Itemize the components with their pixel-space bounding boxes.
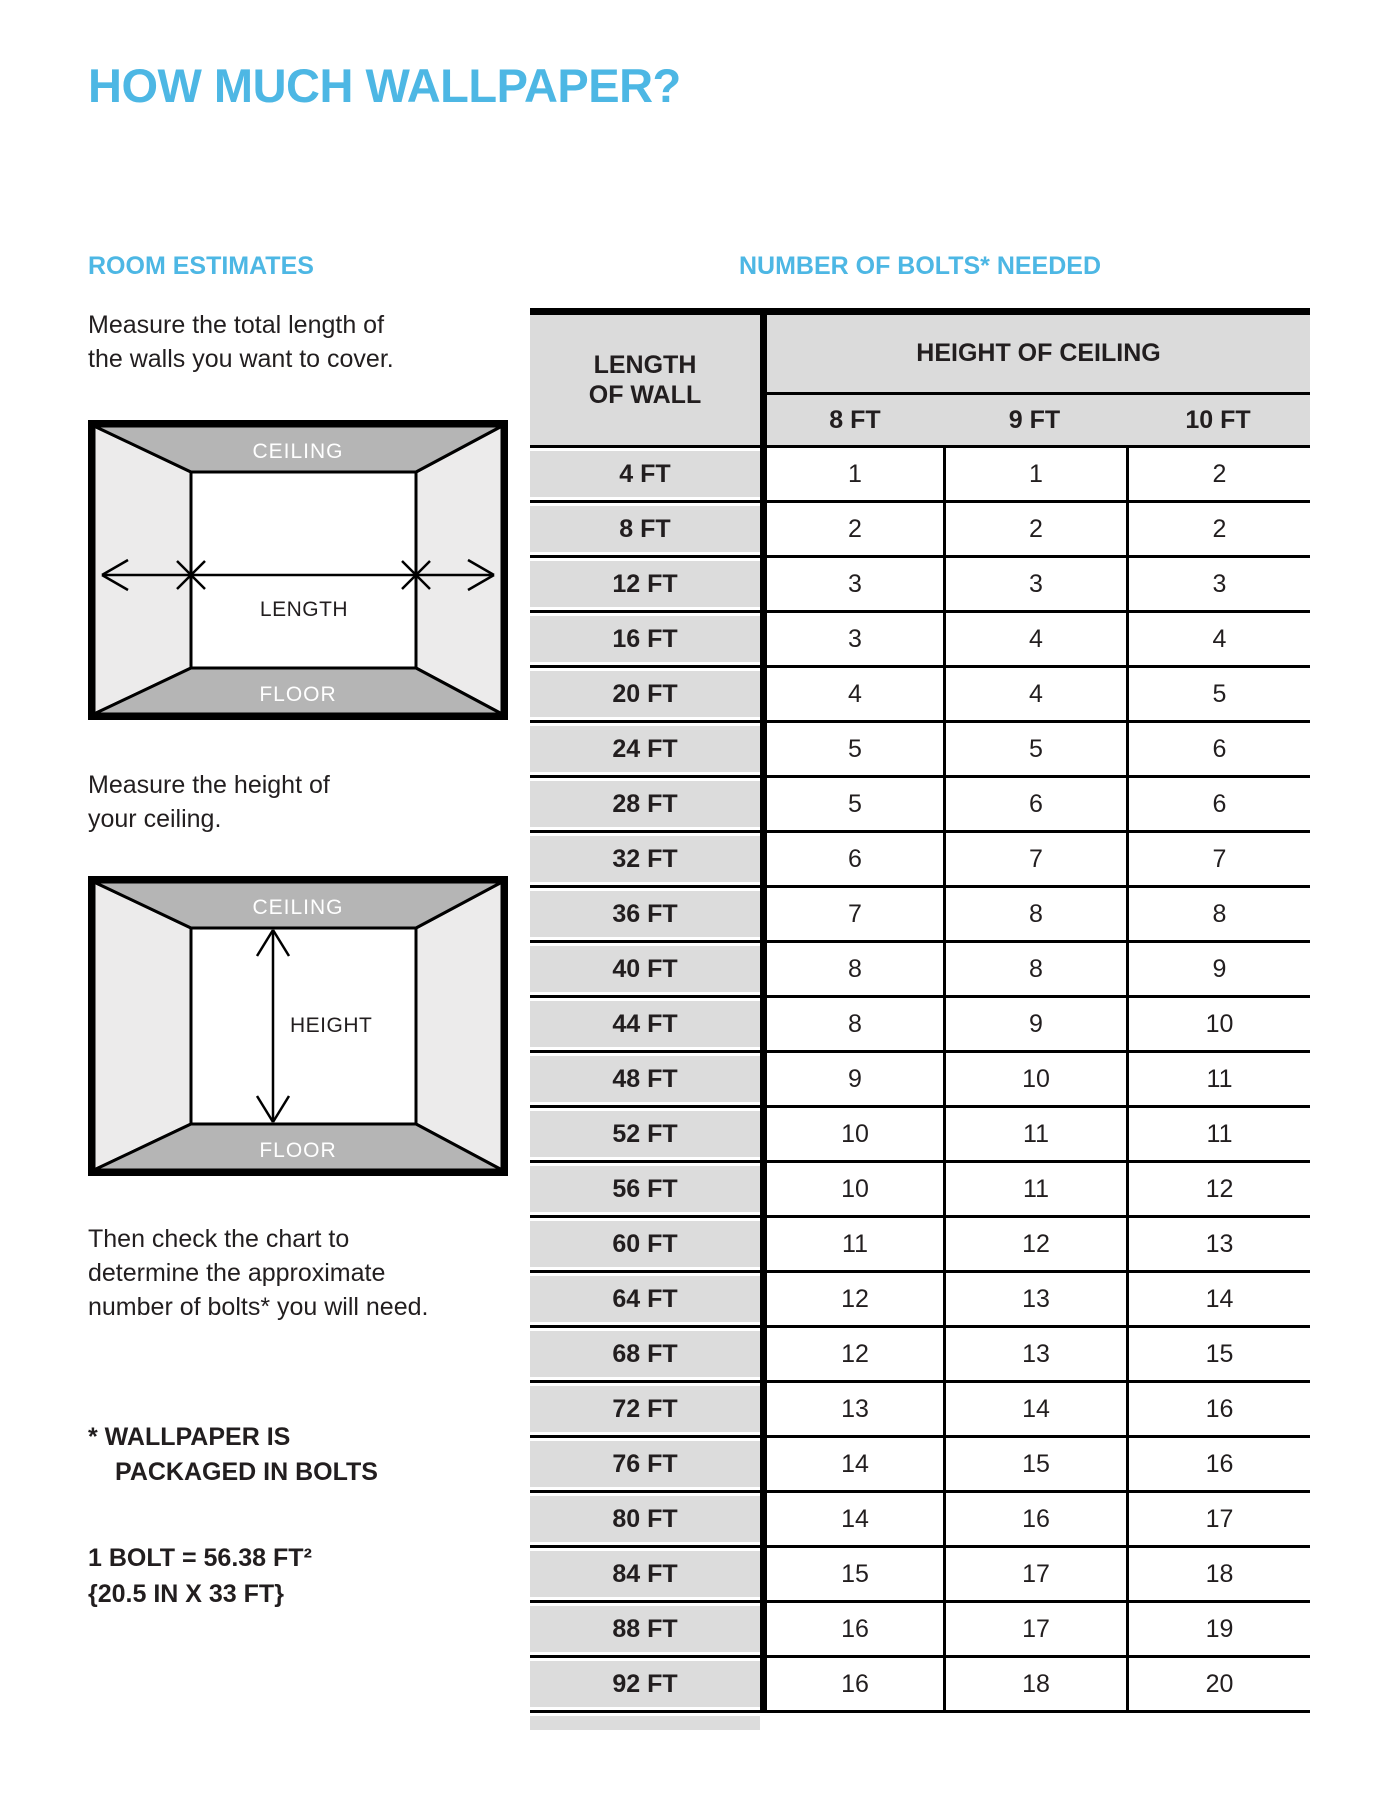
step2-line2: your ceiling. bbox=[88, 805, 222, 833]
bolt-count-cell: 2 bbox=[760, 503, 943, 558]
row-label: 68 FT bbox=[530, 1328, 760, 1383]
bolt-count-cell: 8 bbox=[943, 888, 1126, 943]
row-label: 4 FT bbox=[530, 448, 760, 503]
bolt-count-cell: 2 bbox=[1126, 503, 1310, 558]
bolt-count-cell: 10 bbox=[760, 1163, 943, 1218]
left-wall bbox=[94, 882, 191, 1170]
row-label: 84 FT bbox=[530, 1548, 760, 1603]
bolt-count-cell: 7 bbox=[1126, 833, 1310, 888]
bolt-count-cell: 12 bbox=[943, 1218, 1126, 1273]
row-label: 52 FT bbox=[530, 1108, 760, 1163]
bolt-count-cell: 9 bbox=[1126, 943, 1310, 998]
bolt-count-cell: 15 bbox=[760, 1548, 943, 1603]
step3-line3: number of bolts* you will need. bbox=[88, 1293, 429, 1321]
bolt-count-cell: 8 bbox=[1126, 888, 1310, 943]
bolt-count-cell: 4 bbox=[760, 668, 943, 723]
step2-text bbox=[88, 768, 330, 836]
row-label: 56 FT bbox=[530, 1163, 760, 1218]
bolt-count-cell: 5 bbox=[943, 723, 1126, 778]
right-wall bbox=[416, 882, 502, 1170]
bolt-count-cell: 10 bbox=[760, 1108, 943, 1163]
bolt-count-cell: 10 bbox=[943, 1053, 1126, 1108]
bolt-count-cell: 10 bbox=[1126, 998, 1310, 1053]
page-title: HOW MUCH WALLPAPER? bbox=[88, 59, 681, 112]
row-label: 32 FT bbox=[530, 833, 760, 888]
bolt-count-cell: 18 bbox=[1126, 1548, 1310, 1603]
right-wall bbox=[416, 426, 502, 714]
bolt-count-cell: 6 bbox=[1126, 778, 1310, 833]
row-label: 36 FT bbox=[530, 888, 760, 943]
bolt-count-cell: 16 bbox=[943, 1493, 1126, 1548]
row-label: 92 FT bbox=[530, 1658, 760, 1713]
step3-line2: determine the approximate bbox=[88, 1259, 386, 1287]
step1-line2: the walls you want to cover. bbox=[88, 345, 394, 373]
bolt-count-cell: 9 bbox=[943, 998, 1126, 1053]
height-diagram bbox=[88, 876, 508, 1176]
bolt-count-cell: 8 bbox=[943, 943, 1126, 998]
bolt-count-cell: 3 bbox=[943, 558, 1126, 613]
bolt-count-cell: 17 bbox=[1126, 1493, 1310, 1548]
row-label: 48 FT bbox=[530, 1053, 760, 1108]
column-header-9ft: 9 FT bbox=[943, 395, 1126, 448]
bolt-count-cell: 13 bbox=[943, 1273, 1126, 1328]
step3-line1: Then check the chart to bbox=[88, 1225, 350, 1253]
table-next-row-stub bbox=[530, 1716, 760, 1730]
bolt-count-cell: 19 bbox=[1126, 1603, 1310, 1658]
row-label: 76 FT bbox=[530, 1438, 760, 1493]
bolt-count-cell: 14 bbox=[943, 1383, 1126, 1438]
column-group-header-height-of-ceiling: HEIGHT OF CEILING bbox=[760, 315, 1310, 395]
footnote-line2: PACKAGED IN BOLTS bbox=[115, 1458, 378, 1486]
bolt-count-cell: 7 bbox=[943, 833, 1126, 888]
bolts-table bbox=[530, 308, 1310, 1713]
bolt-count-cell: 15 bbox=[943, 1438, 1126, 1493]
bolt-count-cell: 13 bbox=[943, 1328, 1126, 1383]
bolt-spec-line2: {20.5 IN X 33 FT} bbox=[88, 1580, 284, 1608]
row-label: 8 FT bbox=[530, 503, 760, 558]
footnote-line1: * WALLPAPER IS bbox=[88, 1423, 291, 1451]
bolt-count-cell: 16 bbox=[1126, 1438, 1310, 1493]
bolt-count-cell: 3 bbox=[1126, 558, 1310, 613]
bolt-count-cell: 12 bbox=[760, 1328, 943, 1383]
bolt-count-cell: 1 bbox=[760, 448, 943, 503]
bolt-count-cell: 5 bbox=[760, 723, 943, 778]
column-header-10ft: 10 FT bbox=[1126, 395, 1310, 448]
row-label: 24 FT bbox=[530, 723, 760, 778]
row-header-line2: OF WALL bbox=[588, 381, 702, 409]
bolt-count-cell: 14 bbox=[760, 1438, 943, 1493]
bolt-count-cell: 17 bbox=[943, 1603, 1126, 1658]
room-estimates-heading: ROOM ESTIMATES bbox=[88, 252, 314, 280]
bolt-count-cell: 12 bbox=[1126, 1163, 1310, 1218]
floor-label: FLOOR bbox=[259, 683, 337, 706]
row-label: 20 FT bbox=[530, 668, 760, 723]
bolt-count-cell: 14 bbox=[1126, 1273, 1310, 1328]
bolt-count-cell: 12 bbox=[760, 1273, 943, 1328]
bolt-count-cell: 14 bbox=[760, 1493, 943, 1548]
row-label: 28 FT bbox=[530, 778, 760, 833]
length-diagram bbox=[88, 420, 508, 720]
ceiling-label: CEILING bbox=[252, 440, 344, 463]
bolt-count-cell: 11 bbox=[760, 1218, 943, 1273]
bolt-count-cell: 1 bbox=[943, 448, 1126, 503]
bolt-count-cell: 16 bbox=[1126, 1383, 1310, 1438]
bolt-count-cell: 18 bbox=[943, 1658, 1126, 1713]
row-label: 88 FT bbox=[530, 1603, 760, 1658]
bolt-count-cell: 6 bbox=[760, 833, 943, 888]
bolt-count-cell: 4 bbox=[943, 668, 1126, 723]
bolt-count-cell: 11 bbox=[943, 1108, 1126, 1163]
row-label: 40 FT bbox=[530, 943, 760, 998]
column-header-8ft: 8 FT bbox=[760, 395, 943, 448]
bolt-count-cell: 4 bbox=[1126, 613, 1310, 668]
bolt-spec-line1: 1 BOLT = 56.38 FT² bbox=[88, 1544, 312, 1572]
bolt-count-cell: 13 bbox=[760, 1383, 943, 1438]
bolts-footnote bbox=[88, 1420, 378, 1490]
step2-line1: Measure the height of bbox=[88, 771, 330, 799]
bolts-needed-heading: NUMBER OF BOLTS* NEEDED bbox=[738, 252, 1102, 280]
height-label: HEIGHT bbox=[290, 1014, 373, 1037]
bolt-count-cell: 13 bbox=[1126, 1218, 1310, 1273]
row-header-length-of-wall bbox=[530, 315, 760, 448]
bolt-count-cell: 8 bbox=[760, 943, 943, 998]
bolt-count-cell: 11 bbox=[1126, 1053, 1310, 1108]
bolt-count-cell: 11 bbox=[1126, 1108, 1310, 1163]
bolt-count-cell: 6 bbox=[943, 778, 1126, 833]
row-label: 80 FT bbox=[530, 1493, 760, 1548]
bolt-count-cell: 16 bbox=[760, 1603, 943, 1658]
step1-line1: Measure the total length of bbox=[88, 311, 385, 339]
bolt-count-cell: 2 bbox=[1126, 448, 1310, 503]
floor-label: FLOOR bbox=[259, 1139, 337, 1162]
ceiling-label: CEILING bbox=[252, 896, 344, 919]
back-wall bbox=[191, 472, 416, 668]
bolt-count-cell: 20 bbox=[1126, 1658, 1310, 1713]
bolt-count-cell: 11 bbox=[943, 1163, 1126, 1218]
bolt-count-cell: 4 bbox=[943, 613, 1126, 668]
row-label: 64 FT bbox=[530, 1273, 760, 1328]
bolt-count-cell: 5 bbox=[760, 778, 943, 833]
row-label: 60 FT bbox=[530, 1218, 760, 1273]
bolt-count-cell: 6 bbox=[1126, 723, 1310, 778]
length-label: LENGTH bbox=[259, 598, 349, 621]
row-header-line1: LENGTH bbox=[593, 351, 697, 379]
bolt-count-cell: 8 bbox=[760, 998, 943, 1053]
row-label: 72 FT bbox=[530, 1383, 760, 1438]
bolt-count-cell: 7 bbox=[760, 888, 943, 943]
bolt-spec bbox=[88, 1540, 312, 1612]
step3-text bbox=[88, 1222, 428, 1324]
bolt-count-cell: 9 bbox=[760, 1053, 943, 1108]
bolt-count-cell: 3 bbox=[760, 613, 943, 668]
step1-text bbox=[88, 308, 394, 376]
bolt-count-cell: 2 bbox=[943, 503, 1126, 558]
bolt-count-cell: 17 bbox=[943, 1548, 1126, 1603]
bolt-count-cell: 15 bbox=[1126, 1328, 1310, 1383]
bolt-count-cell: 5 bbox=[1126, 668, 1310, 723]
bolt-count-cell: 16 bbox=[760, 1658, 943, 1713]
bolt-count-cell: 3 bbox=[760, 558, 943, 613]
row-label: 16 FT bbox=[530, 613, 760, 668]
row-label: 44 FT bbox=[530, 998, 760, 1053]
row-label: 12 FT bbox=[530, 558, 760, 613]
